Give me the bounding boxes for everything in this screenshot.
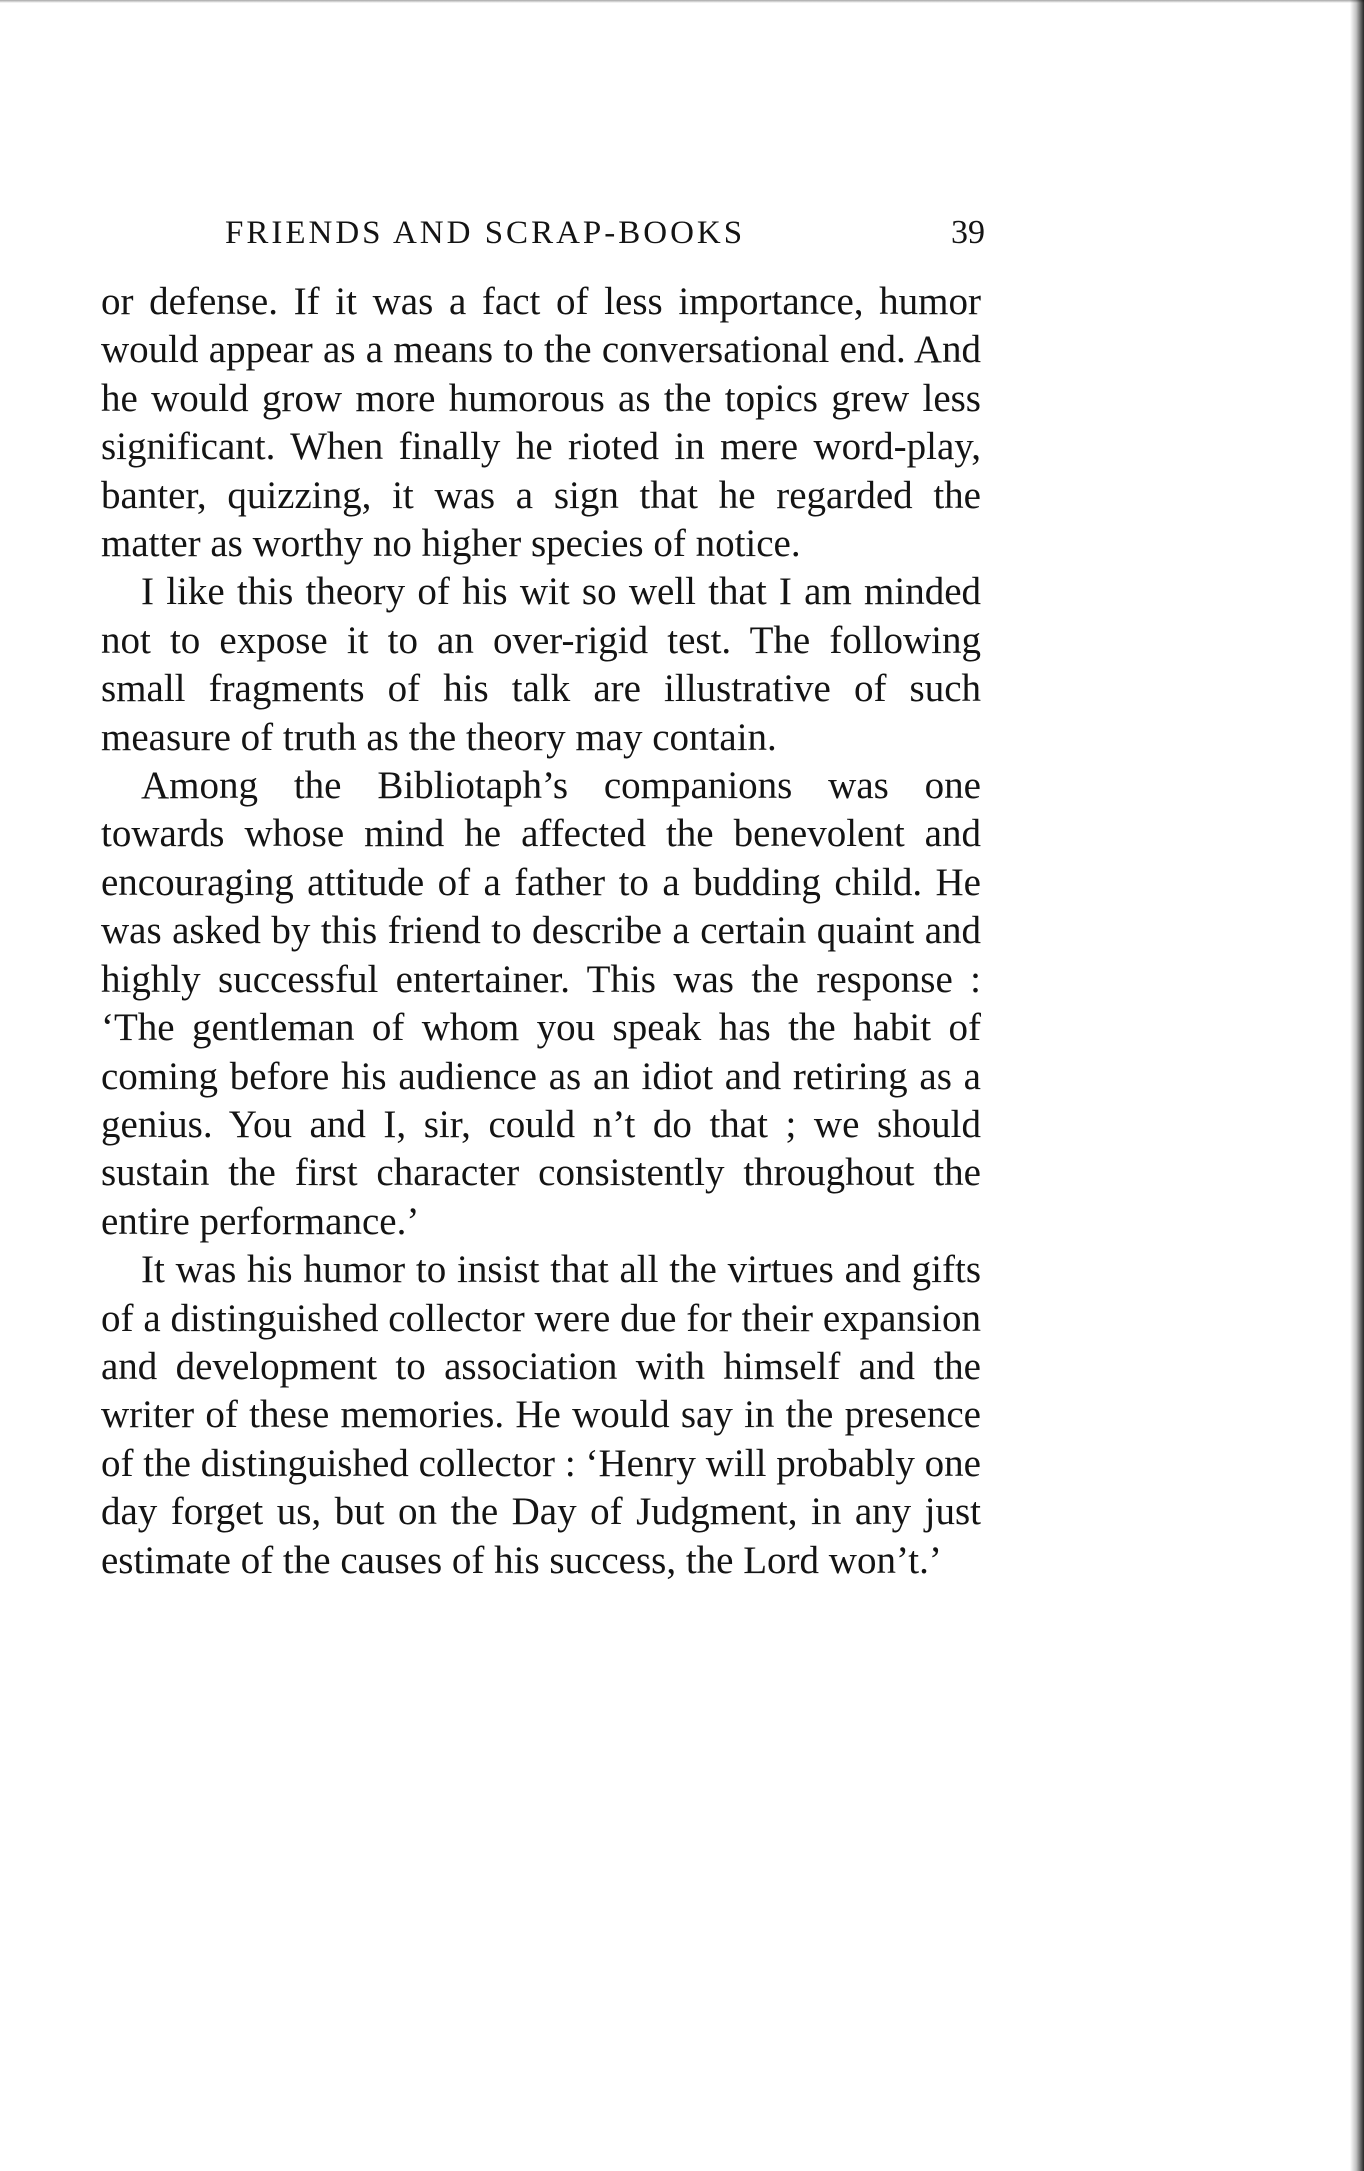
page-top-edge [0, 0, 1364, 3]
page-header [225, 205, 985, 261]
body-text [101, 278, 981, 1585]
running-title: FRIENDS AND SCRAP-BOOKS [225, 215, 746, 251]
paragraph-collector: It was his humor to insist that all the virtues and gifts of a distinguished collector were due for their expansion and development to association with himself and the writer of these memories. He would say in the presence of the distinguished collector : ‘Henry will probably one day forget us, but on the Day of Judgment, in any just estimate of the causes of his success, the Lord won’t.’ [101, 1248, 981, 1582]
page-number: 39 [951, 214, 985, 251]
paragraph-entertainer: Among the Bibliotaph’s companions was one towards whose mind he affected the benevolent and encouraging attitude of a father to a budding child. He was asked by this friend to describe a certain quaint and highly successful entertainer. This was the response : ‘The gentleman of whom you speak has the habit of coming before his audience as an idiot and retiring as a genius. You and I, sir, could n’t do that ; we should sustain the first character consistently throughout the entire performance.’ [101, 764, 981, 1243]
paragraph-continued: or defense. If it was a fact of less importance, humor would appear as a means to the conversational end. And he would grow more humorous as the topics grew less significant. When finally he rioted in mere word-play, banter, quizzing, it was a sign that he regarded the matter as worthy no higher species of notice. [101, 280, 981, 566]
page-binding-edge [1350, 0, 1364, 2171]
paragraph-theory: I like this theory of his wit so well that I am minded not to expose it to an over-rigid test. The following small fragments of his talk are illustrative of such measure of truth as the theory may contain. [101, 570, 981, 759]
